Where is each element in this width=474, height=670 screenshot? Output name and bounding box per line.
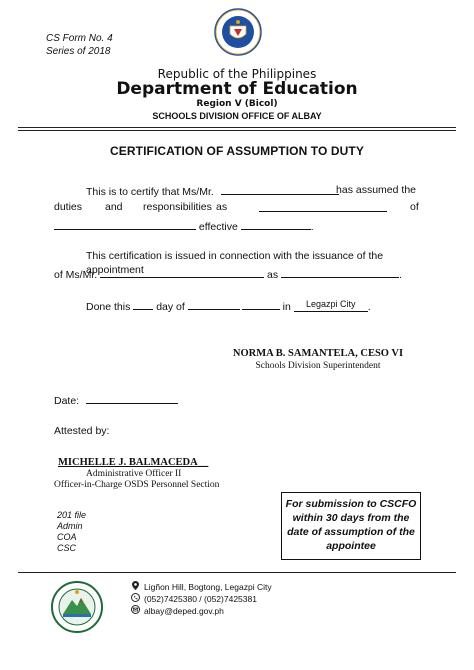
attester-position: Administrative Officer II: [86, 469, 182, 479]
footer-divider: [18, 572, 456, 573]
p1-of: of: [410, 201, 419, 213]
region-heading: Region V (Bicol): [196, 99, 278, 109]
day-blank[interactable]: [133, 298, 153, 310]
p1-effective: effective: [198, 221, 238, 233]
note-line: For submission to CSCFO: [285, 498, 417, 510]
position-blank-2[interactable]: [281, 266, 399, 278]
office-blank[interactable]: [54, 218, 196, 230]
done-text: Done this: [86, 301, 131, 313]
distribution-item: CSC: [57, 543, 77, 553]
position-blank-1[interactable]: [259, 200, 387, 212]
day-of-text: day of: [156, 301, 185, 313]
paragraph2-line2: [54, 266, 402, 282]
distribution-item: COA: [57, 532, 77, 542]
republic-heading: Republic of the Philippines: [157, 67, 317, 81]
submission-note-box: [281, 492, 421, 560]
footer-phone: (052)7425380 / (052)7425381: [144, 594, 257, 604]
p2-as: as: [267, 269, 279, 281]
p1-text1: This is to certify that Ms/Mr.: [86, 186, 214, 198]
date-label: Date:: [54, 395, 80, 407]
p1-and: and: [105, 201, 123, 213]
form-series: Series of 2018: [46, 46, 111, 57]
city-field[interactable]: [294, 297, 368, 312]
p1-text2: has assumed the: [336, 184, 416, 196]
distribution-list: [57, 510, 86, 554]
footer-address-row: [130, 581, 272, 593]
footer-address: Ligñon Hill, Bogtong, Legazpi City: [144, 582, 272, 592]
header-divider: [18, 127, 456, 128]
form-number: CS Form No. 4: [46, 33, 113, 44]
attester-name: MICHELLE J. BALMACEDA: [58, 457, 198, 468]
in-text: in: [282, 301, 291, 313]
location-pin-icon: [130, 581, 140, 593]
p2-text1: of Ms/Mr.: [54, 269, 98, 281]
attester-underscore: __: [197, 457, 209, 468]
signatory-name: NORMA B. SAMANTELA, CESO VI: [232, 348, 404, 359]
p1-responsibilities: responsibilities: [143, 201, 212, 213]
division-seal-logo: [50, 580, 104, 634]
done-line: [86, 298, 371, 315]
year-blank[interactable]: [242, 298, 280, 310]
footer-email-row: [130, 605, 272, 617]
p1-duties: duties: [54, 201, 83, 213]
division-heading: SCHOOLS DIVISION OFFICE OF ALBAY: [152, 111, 322, 121]
note-line: within 30 days from the: [292, 512, 410, 524]
distribution-item: 201 file: [57, 510, 87, 520]
footer-contact: [130, 581, 272, 617]
document-title: CERTIFICATION OF ASSUMPTION TO DUTY: [110, 144, 364, 158]
city-value: Legazpi City: [306, 299, 356, 309]
date-line: [54, 392, 178, 408]
email-icon: [130, 605, 140, 617]
p2-end: .: [399, 269, 402, 281]
date-blank[interactable]: [86, 392, 178, 404]
note-line: appointee: [326, 540, 376, 552]
p2-line1: This certification is issued in connection with the issuance of the appointment: [86, 250, 384, 276]
note-line: date of assumption of the: [287, 526, 415, 538]
effective-date-blank[interactable]: [241, 218, 311, 230]
p1-as: as: [216, 201, 228, 213]
paragraph1-line1: [86, 183, 416, 199]
phone-icon: [130, 593, 140, 605]
department-heading: Department of Education: [116, 79, 358, 99]
signatory-position: Schools Division Superintendent: [255, 361, 381, 371]
attester-office: Officer-in-Charge OSDS Personnel Section: [54, 480, 220, 490]
p1-end: .: [310, 221, 314, 233]
deped-seal-logo: [214, 8, 262, 56]
name-blank-2[interactable]: [100, 266, 264, 278]
done-end: .: [367, 301, 371, 313]
attested-label: Attested by:: [54, 425, 110, 437]
paragraph1-line3: [54, 218, 314, 234]
header-divider-thin: [18, 130, 456, 131]
attester-name-line: [58, 457, 208, 468]
footer-phone-row: [130, 593, 272, 605]
distribution-item: Admin: [57, 521, 83, 531]
footer-email: albay@deped.gov.ph: [144, 606, 224, 616]
form-number-block: [46, 32, 113, 58]
name-blank-1[interactable]: [221, 183, 339, 195]
month-blank[interactable]: [188, 298, 240, 310]
